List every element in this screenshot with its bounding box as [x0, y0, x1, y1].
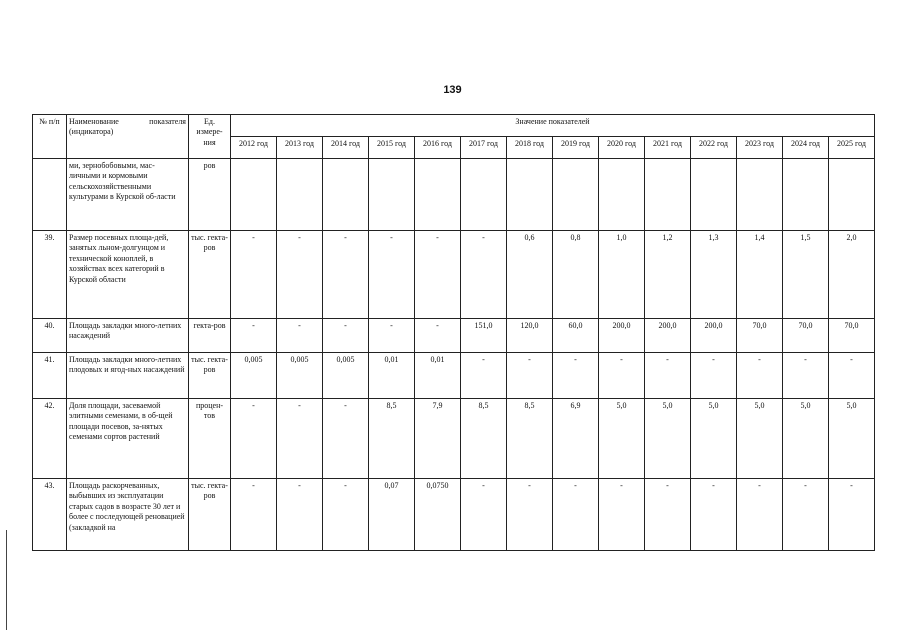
value-cell: [461, 159, 507, 231]
margin-rule: [6, 530, 7, 630]
value-cell: -: [829, 353, 875, 399]
value-cell: [691, 159, 737, 231]
value-cell: 5,0: [599, 399, 645, 479]
value-cell: 6,9: [553, 399, 599, 479]
value-cell: 70,0: [783, 319, 829, 353]
value-cell: 8,5: [461, 399, 507, 479]
header-year: 2022 год: [691, 137, 737, 159]
row-number: [33, 159, 67, 231]
value-cell: 60,0: [553, 319, 599, 353]
value-cell: 8,5: [507, 399, 553, 479]
value-cell: -: [553, 479, 599, 551]
value-cell: -: [323, 319, 369, 353]
value-cell: -: [737, 353, 783, 399]
value-cell: -: [323, 231, 369, 319]
header-year: 2020 год: [599, 137, 645, 159]
indicator-unit: тыс. гекта-ров: [189, 231, 231, 319]
indicator-name: Площадь закладки много-летних плодовых и ягод-ных насаждений: [67, 353, 189, 399]
value-cell: -: [691, 353, 737, 399]
value-cell: [599, 159, 645, 231]
value-cell: -: [599, 479, 645, 551]
value-cell: -: [415, 319, 461, 353]
value-cell: -: [645, 479, 691, 551]
value-cell: [231, 159, 277, 231]
value-cell: -: [369, 319, 415, 353]
page-number: 139: [443, 84, 462, 96]
header-year: 2013 год: [277, 137, 323, 159]
value-cell: 151,0: [461, 319, 507, 353]
value-cell: 0,07: [369, 479, 415, 551]
value-cell: -: [461, 479, 507, 551]
value-cell: 0,0750: [415, 479, 461, 551]
value-cell: 1,5: [783, 231, 829, 319]
value-cell: 5,0: [645, 399, 691, 479]
value-cell: 0,8: [553, 231, 599, 319]
header-year: 2023 год: [737, 137, 783, 159]
row-number: 42.: [33, 399, 67, 479]
value-cell: [783, 159, 829, 231]
indicator-name: Площадь раскорчеванных, выбывших из эксплуатации старых садов в возрасте 30 лет и более с последующей реновацией (закладкой на: [67, 479, 189, 551]
value-cell: 5,0: [737, 399, 783, 479]
value-cell: -: [323, 479, 369, 551]
value-cell: -: [691, 479, 737, 551]
value-cell: -: [553, 353, 599, 399]
value-cell: -: [277, 231, 323, 319]
indicator-name: Размер посевных площа-дей, занятых льном-долгунцом и технической коноплей, в хозяйствах всех категорий в Курской области: [67, 231, 189, 319]
value-cell: 8,5: [369, 399, 415, 479]
indicator-unit: ров: [189, 159, 231, 231]
value-cell: -: [231, 399, 277, 479]
value-cell: 5,0: [829, 399, 875, 479]
table-row: [33, 231, 875, 319]
value-cell: -: [599, 353, 645, 399]
header-indicator-name: Наименование показателя (индикатора): [67, 115, 189, 159]
table-row: [33, 399, 875, 479]
value-cell: [737, 159, 783, 231]
value-cell: -: [231, 319, 277, 353]
value-cell: 70,0: [737, 319, 783, 353]
indicator-unit: тыс. гекта-ров: [189, 353, 231, 399]
value-cell: 200,0: [645, 319, 691, 353]
value-cell: -: [783, 479, 829, 551]
header-year: 2012 год: [231, 137, 277, 159]
value-cell: 5,0: [783, 399, 829, 479]
value-cell: [829, 159, 875, 231]
header-year: 2021 год: [645, 137, 691, 159]
row-number: 41.: [33, 353, 67, 399]
header-year: 2024 год: [783, 137, 829, 159]
header-number: № п/п: [33, 115, 67, 159]
value-cell: -: [783, 353, 829, 399]
value-cell: [323, 159, 369, 231]
value-cell: 200,0: [691, 319, 737, 353]
indicator-unit: процен-тов: [189, 399, 231, 479]
value-cell: -: [415, 231, 461, 319]
value-cell: 7,9: [415, 399, 461, 479]
header-year: 2018 год: [507, 137, 553, 159]
table-row: [33, 353, 875, 399]
value-cell: 200,0: [599, 319, 645, 353]
header-year: 2019 год: [553, 137, 599, 159]
table-row: [33, 479, 875, 551]
value-cell: -: [277, 319, 323, 353]
value-cell: -: [369, 231, 415, 319]
value-cell: -: [323, 399, 369, 479]
value-cell: 0,6: [507, 231, 553, 319]
value-cell: -: [231, 479, 277, 551]
header-unit: Ед. измере-ния: [189, 115, 231, 159]
value-cell: 2,0: [829, 231, 875, 319]
indicator-name: Доля площади, засеваемой элитными семенами, в об-щей площади посевов, за-нятых семенами сортов растений: [67, 399, 189, 479]
value-cell: 0,005: [323, 353, 369, 399]
indicator-name: ми, зернобобовыми, мас-личными и кормовыми сельскохозяйственными культурами в Курской об-ласти: [67, 159, 189, 231]
indicator-unit: гекта-ров: [189, 319, 231, 353]
value-cell: 0,01: [369, 353, 415, 399]
header-year: 2025 год: [829, 137, 875, 159]
header-year: 2017 год: [461, 137, 507, 159]
value-cell: 1,4: [737, 231, 783, 319]
value-cell: 1,3: [691, 231, 737, 319]
value-cell: -: [461, 231, 507, 319]
table-row: [33, 319, 875, 353]
value-cell: 120,0: [507, 319, 553, 353]
indicators-table: [32, 114, 875, 551]
header-year: 2016 год: [415, 137, 461, 159]
indicator-unit: тыс. гекта-ров: [189, 479, 231, 551]
row-number: 39.: [33, 231, 67, 319]
value-cell: 1,2: [645, 231, 691, 319]
value-cell: -: [507, 353, 553, 399]
value-cell: [415, 159, 461, 231]
row-number: 40.: [33, 319, 67, 353]
value-cell: -: [507, 479, 553, 551]
value-cell: 5,0: [691, 399, 737, 479]
header-year: 2015 год: [369, 137, 415, 159]
value-cell: 1,0: [599, 231, 645, 319]
row-number: 43.: [33, 479, 67, 551]
value-cell: -: [461, 353, 507, 399]
value-cell: 0,005: [231, 353, 277, 399]
header-year: 2014 год: [323, 137, 369, 159]
value-cell: [645, 159, 691, 231]
value-cell: 70,0: [829, 319, 875, 353]
value-cell: -: [277, 399, 323, 479]
value-cell: -: [277, 479, 323, 551]
table-body: [33, 159, 875, 551]
value-cell: 0,01: [415, 353, 461, 399]
header-values: Значение показателей: [231, 115, 875, 137]
value-cell: [277, 159, 323, 231]
value-cell: -: [645, 353, 691, 399]
value-cell: [553, 159, 599, 231]
value-cell: 0,005: [277, 353, 323, 399]
value-cell: -: [737, 479, 783, 551]
value-cell: [507, 159, 553, 231]
table-row: [33, 159, 875, 231]
value-cell: [369, 159, 415, 231]
value-cell: -: [231, 231, 277, 319]
indicator-name: Площадь закладки много-летних насаждений: [67, 319, 189, 353]
value-cell: -: [829, 479, 875, 551]
